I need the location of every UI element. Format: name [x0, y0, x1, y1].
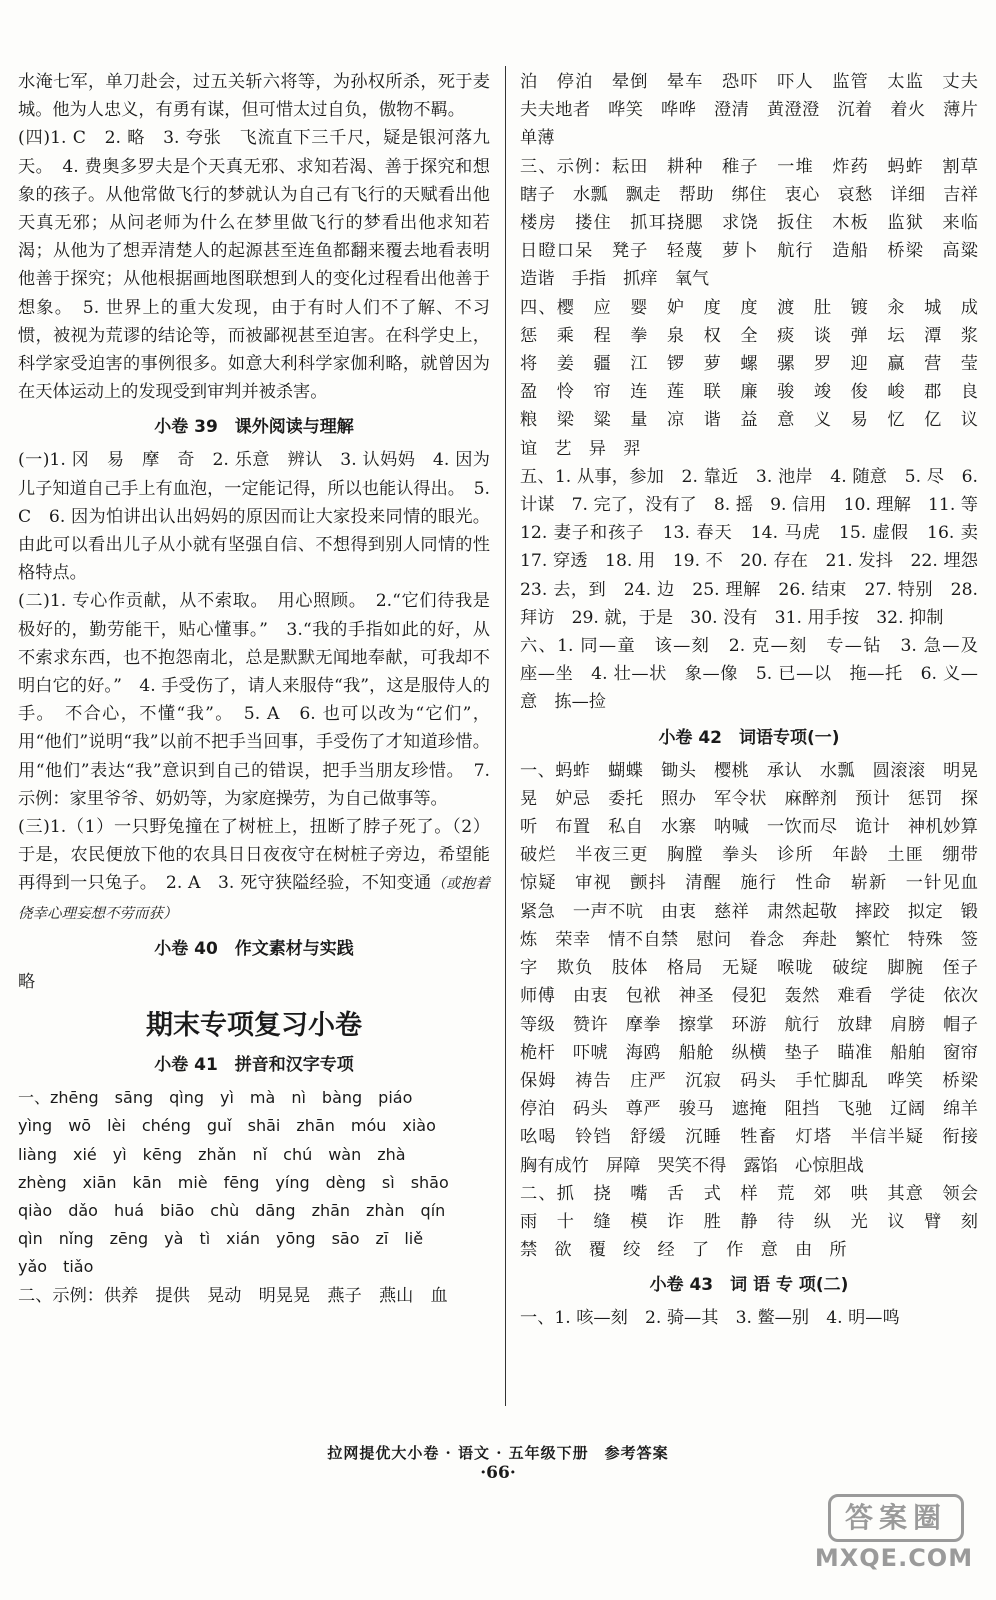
right-column — [520, 68, 996, 1333]
pinyin-line: liàng xié yì kēng zhǎn nǐ chú wàn zhà — [18, 1144, 406, 1164]
left-column — [18, 68, 490, 1310]
page-number: ·66· — [480, 1463, 516, 1483]
section-heading-41: 小卷 41 拼音和汉字专项 — [154, 1055, 354, 1076]
section-heading-43: 小卷 43 词 语 专 项(二) — [649, 1275, 849, 1296]
pinyin-line: zhèng xiān kān miè fēng yíng dèng sì shāo — [18, 1172, 449, 1192]
answer-paragraph: 二、抓 挠 嘴 舌 式 样 荒 郊 哄 其意 领会 雨 十 缝 模 诈 胜 静 待 纵 光 议 臂 刻 禁 欲 覆 绞 经 了 作 意 由 所 — [520, 1183, 996, 1261]
answer-paragraph: 五、1. 从事，参加 2. 靠近 3. 池岸 4. 随意 5. 尽 6. 计谋 7. 完了，没有了 8. 摇 9. 信用 10. 理解 11. 等 12. 妻子和孩子 13. 春天 14. 马虎 15. 虚假 16. 卖 17. 穿透 18. 用 19. 不 20. 存在 21. 发抖 22. 埋怨 23. 去，到 24. 边 25. 理解 26. 结束 27. 特别 28. 拜访 29. 就，于是 30. 没有 31. 用手按 32. 抑制 — [520, 466, 996, 628]
column-divider — [505, 66, 506, 1406]
section-heading-40: 小卷 40 作文素材与实践 — [154, 938, 354, 959]
answer-paragraph: 四、樱 应 婴 妒 度 度 渡 肚 镀 汆 城 成 惩 乘 程 拳 泉 权 全 痰 谈 弹 坛 潭 浆 将 姜 疆 江 锣 萝 螺 骡 罗 迎 赢 营 莹 盈 怜 帘 连 莲 联 廉 骏 竣 俊 峻 郡 良 粮 梁 粱 量 凉 谐 益 意 义 易 忆 亿 议 谊 艺 异 羿 — [520, 297, 996, 459]
watermark-site: MXQE.COM — [814, 1544, 974, 1572]
answer-text: (三)1.（1）一只野兔撞在了树桩上，扭断了脖子死了。（2）于是，农民便放下他的农具日日夜夜守在树桩子旁边，希望能再得到一只兔子。 2. A 3. 死守狭隘经验，不知变通 — [18, 817, 490, 894]
page-footer — [0, 1442, 996, 1463]
pinyin-line: qiào dǎo huá biāo chù dāng zhān zhàn qín — [18, 1200, 446, 1220]
pinyin-line: qìn nǐng zēng yà tì xián yōng sāo zī liě — [18, 1229, 424, 1249]
answer-paragraph: 一、1. 咳—刻 2. 骑—其 3. 鳖—别 4. 明—鸣 — [520, 1308, 900, 1329]
answer-paragraph: 三、示例：耘田 耕种 稚子 一堆 炸药 蚂蚱 割草 瞎子 水瓢 飘走 帮助 绑住 衷心 哀愁 详细 吉祥 楼房 搂住 抓耳挠腮 求饶 扳住 木板 监狱 来临 日瞪口呆 凳子 轻蔑 萝卜 航行 造船 桥梁 高粱 造谐 手指 抓痒 氧气 — [520, 156, 996, 290]
watermark-box: 答案圈 — [828, 1494, 964, 1542]
answer-paragraph: 一、蚂蚱 蝴蝶 锄头 樱桃 承认 水瓢 圆滚滚 明晃晃 妒忌 委托 照办 军令状 麻醉剂 预计 惩罚 探听 布置 私自 水寨 呐喊 一饮而尽 诡计 神机妙算 破烂 半夜三更 胸膛 拳头 诊所 年龄 土匪 绷带 惊疑 审视 颤抖 清醒 施行 性命 崭新 一针见血 紧急 一声不吭 由衷 慈祥 肃然起敬 摔跤 拟定 锻炼 荣幸 情不自禁 慰问 眷念 奔赴 繁忙 特殊 签字 欺负 肢体 格局 无疑 喉咙 破绽 脚腕 侄子 师傅 由衷 包袱 神圣 侵犯 轰然 难看 学徒 依次 等级 赞许 摩拳 擦掌 环游 航行 放肆 肩膀 帽子 桅杆 吓唬 海鸥 船舱 纵横 垫子 瞄准 船舶 窗帘 保姆 祷告 庄严 沉寂 码头 手忙脚乱 哗笑 桥梁 停泊 码头 尊严 骏马 遮掩 阻挡 飞驰 辽阔 绵羊 吆喝 铃铛 舒缓 沉睡 牲畜 灯塔 半信半疑 衔接 胸有成竹 屏障 哭笑不得 露馅 心惊胆战 — [520, 760, 996, 1176]
section-heading-39: 小卷 39 课外阅读与理解 — [154, 417, 354, 438]
footer-title: 拉网提优大小卷 · 语文 · 五年级下册 参考答案 — [327, 1444, 669, 1462]
pinyin-line: 一、zhēng sāng qìng yì mà nì bàng piáo — [18, 1088, 413, 1108]
part-title: 期末专项复习小卷 — [146, 1010, 362, 1042]
answer-note: （或抱着侥幸心理妄想不劳而获） — [18, 876, 491, 922]
answer-paragraph: 略 — [18, 971, 36, 992]
answer-paragraph: (二)1. 专心作贡献，从不索取。 用心照顾。 2.“它们待我是极好的，勤劳能干，贴心懂事。” 3.“我的手指如此的好，从不索求东西，也不抱怨南北，总是默默无闻地奉献，可我却不明白它的好。” 4. 手受伤了，请人来服侍“我”，这是服侍人的手。 不合心，不懂“我”。 5. A 6. 也可以改为“它们”，用“他们”说明“我”以前不把手当回事，手受伤了才知道珍惜。用“他们”表达“我”意识到自己的错误，把手当朋友珍惜。 7. 示例：家里爷爷、奶奶等，为家庭操劳，为自己做事等。 — [18, 591, 490, 809]
answer-paragraph — [18, 813, 490, 928]
answer-paragraph: 六、1. 同—童 该—刻 2. 克—刻 专—钻 3. 急—及 座—坐 4. 壮—状 象—像 5. 已—以 拖—托 6. 义—意 拣—捡 — [520, 636, 996, 713]
pinyin-line: yǎo tiǎo — [18, 1257, 94, 1277]
watermark-logo — [810, 1494, 978, 1574]
answer-paragraph: 水淹七军，单刀赴会，过五关斩六将等，为孙权所杀，死于麦城。他为人忠义，有勇有谋，但可惜太过自负，傲物不羁。 — [18, 72, 490, 121]
answer-paragraph: 二、示例：供养 提供 晃动 明晃晃 燕子 燕山 血 — [18, 1285, 448, 1306]
answer-paragraph: 泊 停泊 晕倒 晕车 恐吓 吓人 监管 太监 丈夫 夫夫地者 哗笑 哗哗 澄清 黄澄澄 沉着 着火 薄片 单薄 — [520, 72, 996, 149]
pinyin-line: yìng wō lèi chéng guǐ shāi zhān móu xiào — [18, 1116, 436, 1136]
section-heading-42: 小卷 42 词语专项(一) — [658, 727, 840, 748]
answer-paragraph: (一)1. 冈 易 摩 奇 2. 乐意 辨认 3. 认妈妈 4. 因为儿子知道自己手上有血泡，一定能记得，所以也能认得出。 5. C 6. 因为怕讲出认出妈妈的原因而让大家投来同情的眼光。由此可以看出儿子从小就有坚强自信、不想得到别人同情的性格特点。 — [18, 450, 490, 584]
answer-paragraph: (四)1. C 2. 略 3. 夸张 飞流直下三千尺，疑是银河落九天。 4. 费奥多罗夫是个天真无邪、求知若渴、善于探究和想象的孩子。从他常做飞行的梦就认为自己有飞行的天赋看出他天真无邪；从问老师为什么在梦里做飞行的梦看出他求知若渴；从他为了想弄清楚人的起源甚至连鱼都翻来覆去地看表明他善于探究；从他根据画地图联想到人的变化过程看出他善于想象。 5. 世界上的重大发现，由于有时人们不了解、不习惯，被视为荒谬的结论等，而被鄙视甚至迫害。在科学史上，科学家受迫害的事例很多。如意大利科学家伽利略，就曾因为在天体运动上的发现受到审判并被杀害。 — [18, 128, 490, 403]
